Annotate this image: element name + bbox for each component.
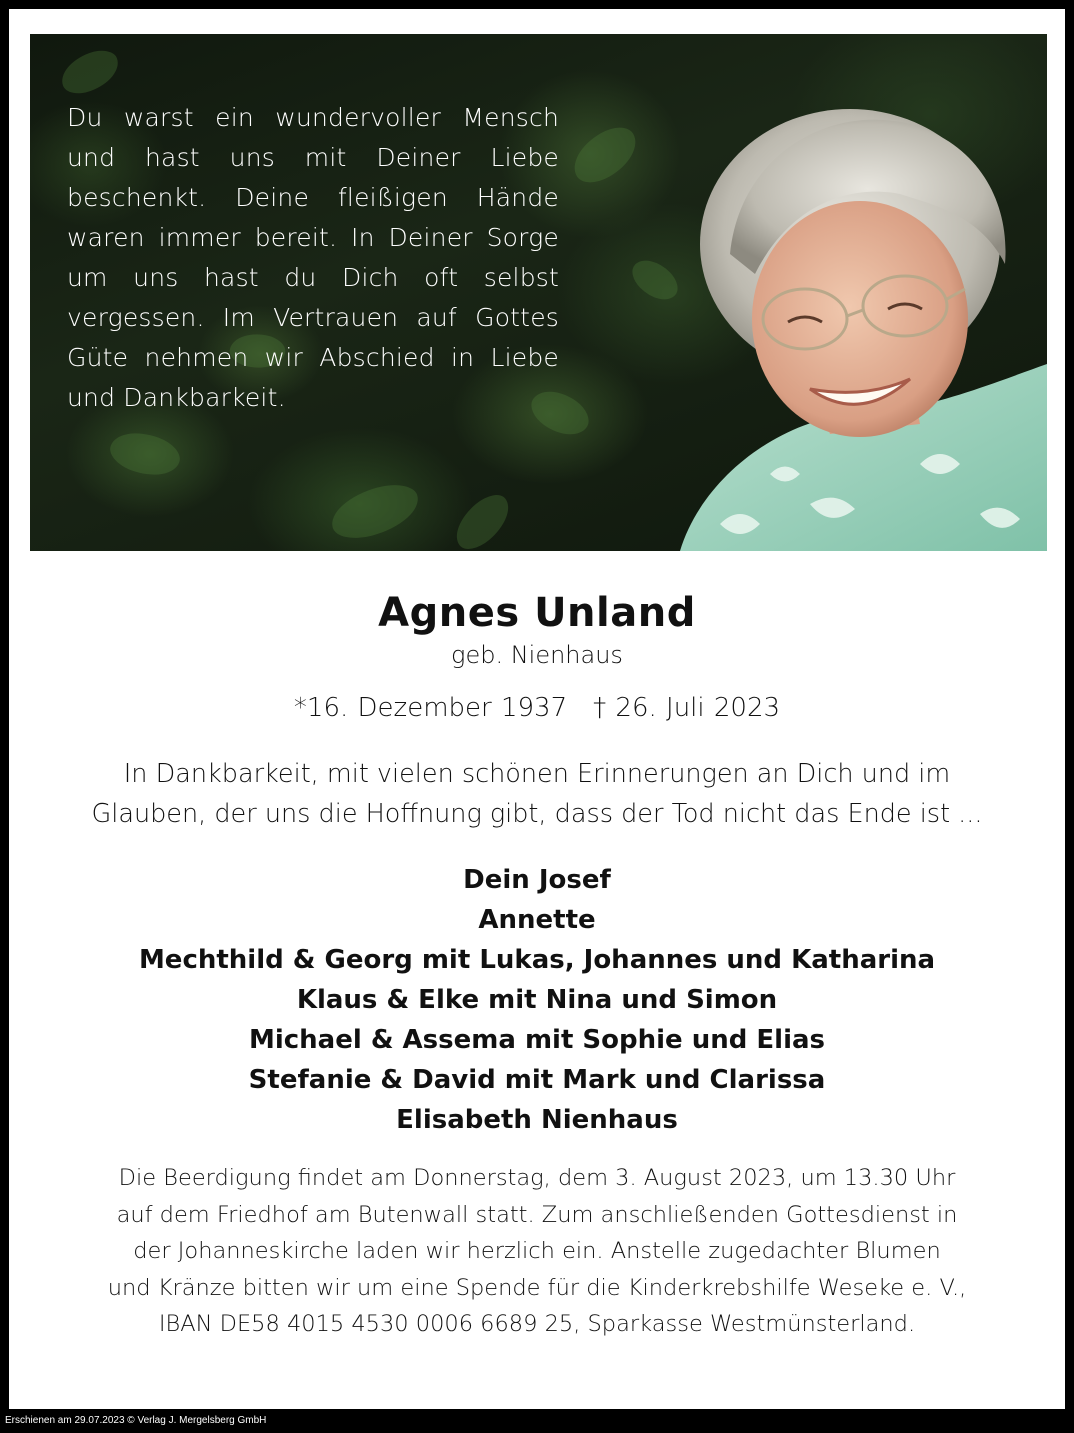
mourner-entry: Klaus & Elke mit Nina und Simon — [296, 985, 778, 1015]
mourner-entry: Dein Josef — [463, 865, 611, 895]
funeral-notice — [30, 1160, 1044, 1343]
mourners-list — [30, 860, 1044, 1140]
remembrance-text — [30, 754, 1044, 834]
funeral-line: auf dem Friedhof am Butenwall statt. Zum anschließenden Gottesdienst in — [116, 1201, 958, 1228]
quote-line: vergessen. Im Vertrauen auf Gottes — [67, 303, 559, 332]
quote-line: Güte nehmen wir Abschied in Liebe — [67, 343, 559, 372]
quote-line: waren immer bereit. In Deiner Sorge — [67, 223, 559, 252]
foliage-leaf — [326, 478, 425, 545]
foliage-leaf — [446, 487, 519, 551]
remembrance-line: Glauben, der uns die Hoffnung gibt, dass der Tod nicht das Ende ist ... — [91, 799, 983, 829]
funeral-line: und Kränze bitten wir um eine Spende für die Kinderkrebshilfe Weseke e. V., — [107, 1274, 967, 1301]
funeral-line: der Johanneskirche laden wir herzlich ein. Anstelle zugedachter Blumen — [133, 1238, 941, 1265]
memorial-quote — [67, 98, 559, 418]
memorial-photo-panel — [30, 34, 1047, 551]
remembrance-line: In Dankbarkeit, mit vielen schönen Erinnerungen an Dich und im — [123, 759, 951, 789]
quote-line: und hast uns mit Deiner Liebe — [67, 143, 559, 172]
quote-line: und Dankbarkeit. — [67, 383, 286, 412]
quote-line: Du warst ein wundervoller Mensch — [67, 103, 559, 132]
foliage-leaf — [105, 423, 184, 485]
death-date: † 26. Juli 2023 — [593, 693, 781, 723]
funeral-line: IBAN DE58 4015 4530 0006 6689 25, Sparkasse Westmünsterland. — [158, 1311, 916, 1338]
foliage-leaf — [56, 45, 125, 99]
foliage-leaf — [564, 119, 646, 190]
publication-note: Erschienen am 29.07.2023 © Verlag J. Mergelsberg GmbH — [5, 1415, 267, 1426]
quote-line: um uns hast du Dich oft selbst — [67, 263, 559, 292]
mourner-entry: Elisabeth Nienhaus — [396, 1105, 678, 1135]
mourner-entry: Mechthild & Georg mit Lukas, Johannes und Katharina — [138, 945, 936, 975]
mourner-entry: Michael & Assema mit Sophie und Elias — [248, 1025, 826, 1055]
life-dates — [30, 691, 1044, 725]
funeral-line: Die Beerdigung findet am Donnerstag, dem 3. August 2023, um 13.30 Uhr — [118, 1165, 956, 1191]
quote-line: beschenkt. Deine fleißigen Hände — [67, 183, 559, 212]
birth-date: *16. Dezember 1937 — [293, 693, 568, 723]
mourner-entry: Annette — [478, 905, 596, 935]
mourner-entry: Stefanie & David mit Mark und Clarissa — [248, 1065, 826, 1095]
maiden-name: geb. Nienhaus — [451, 641, 623, 669]
portrait-photo — [660, 84, 1047, 551]
deceased-name: Agnes Unland — [378, 590, 696, 636]
